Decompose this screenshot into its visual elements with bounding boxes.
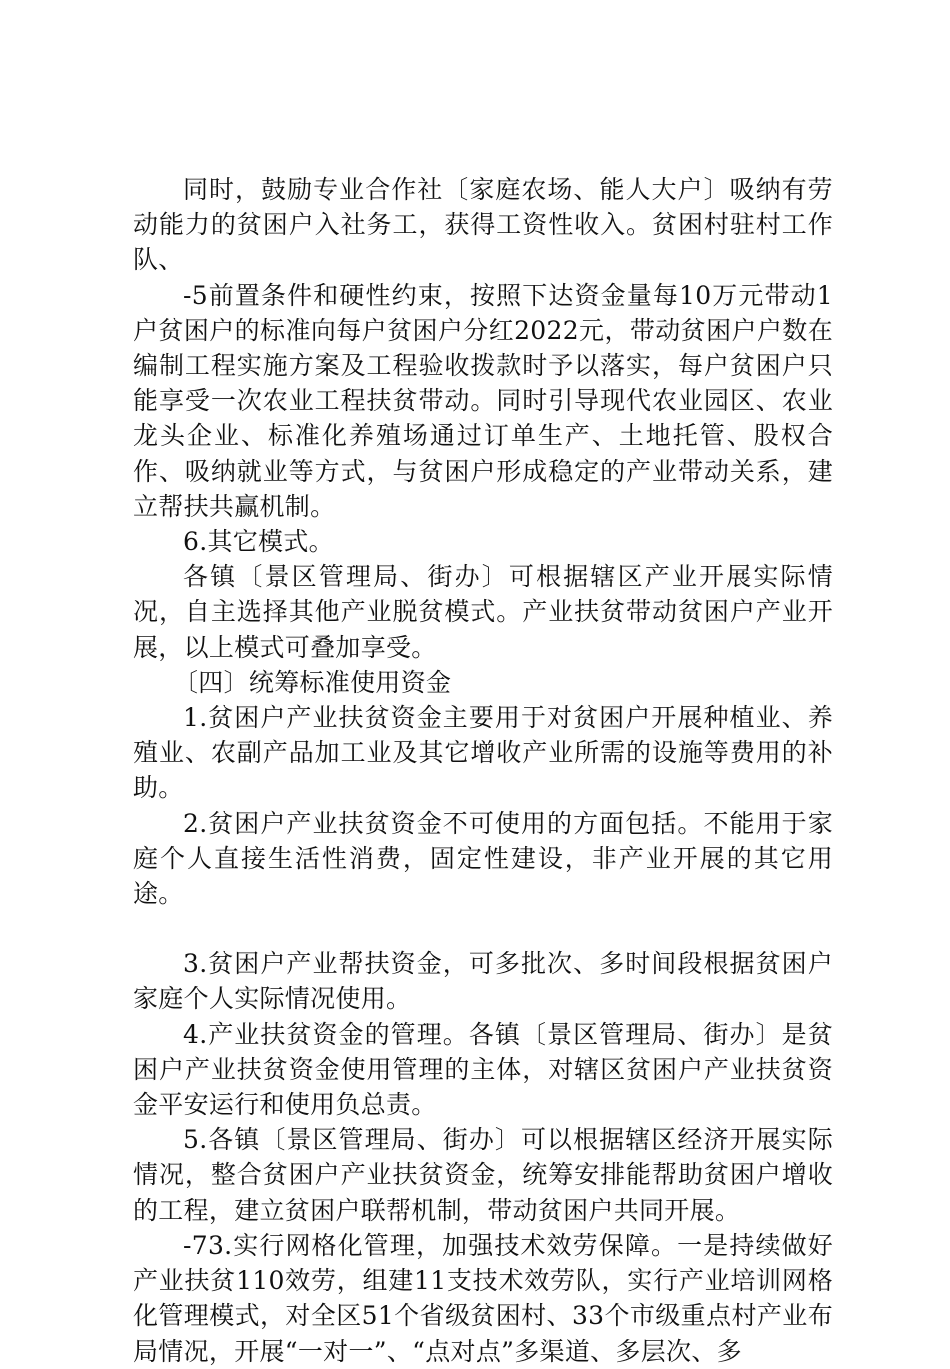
section-heading-funds: 〔四〕统筹标准使用资金: [173, 667, 452, 697]
paragraph-cooperative-employment: 同时，鼓励专业合作社〔家庭农场、能人大户〕吸纳有劳动能力的贫困户入社务工，获得工资性收入。贫困村驻村工作队、: [133, 175, 833, 275]
document-body: [133, 172, 833, 1369]
paragraph-item-2: 2.贫困户产业扶贫资金不可使用的方面包括。不能用于家庭个人直接生活性消费，固定性建设，非产业开展的其它用途。: [133, 808, 833, 909]
paragraph-grid-management: -73.实行网格化管理，加强技术效劳保障。一是持续做好产业扶贫110效劳，组建11支技术效劳队，实行产业培训网格化管理模式，对全区51个省级贫困村、33个市级重点村产业布局情况，开展“一对一”、“点对点”多渠道、多层次、多: [133, 1230, 833, 1366]
paragraph-item-3: 3.贫困户产业帮扶资金，可多批次、多时间段根据贫困户家庭个人实际情况使用。: [133, 949, 833, 1014]
paragraph-item-4: 4.产业扶贫资金的管理。各镇〔景区管理局、街办〕是贫困户产业扶贫资金使用管理的主体，对辖区贫困户产业扶贫资金平安运行和使用负总责。: [133, 1019, 833, 1120]
heading-other-modes: 6.其它模式。: [183, 527, 334, 557]
paragraph-other-modes: 各镇〔景区管理局、街办〕可根据辖区产业开展实际情况，自主选择其他产业脱贫模式。产业扶贫带动贫困户产业开展，以上模式可叠加享受。: [133, 562, 833, 662]
paragraph-item-1: 1.贫困户产业扶贫资金主要用于对贫困户开展种植业、养殖业、农副产品加工业及其它增收产业所需的设施等费用的补助。: [133, 703, 833, 803]
paragraph-item-5: 5.各镇〔景区管理局、街办〕可以根据辖区经济开展实际情况，整合贫困户产业扶贫资金，统筹安排能帮助贫困户增收的工程，建立贫困户联帮机制，带动贫困户共同开展。: [133, 1125, 833, 1225]
paragraph-dividend-standard: -5前置条件和硬性约束，按照下达资金量每10万元带动1户贫困户的标准向每户贫困户分红2022元，带动贫困户户数在编制工程实施方案及工程验收拨款时予以落实，每户贫困户只能享受一次农业工程扶贫带动。同时引导现代农业园区、农业龙头企业、标准化养殖场通过订单生产、土地托管、股权合作、吸纳就业等方式，与贫困户形成稳定的产业带动关系，建立帮扶共赢机制。: [133, 280, 833, 521]
paragraph-spacer: [133, 911, 833, 946]
